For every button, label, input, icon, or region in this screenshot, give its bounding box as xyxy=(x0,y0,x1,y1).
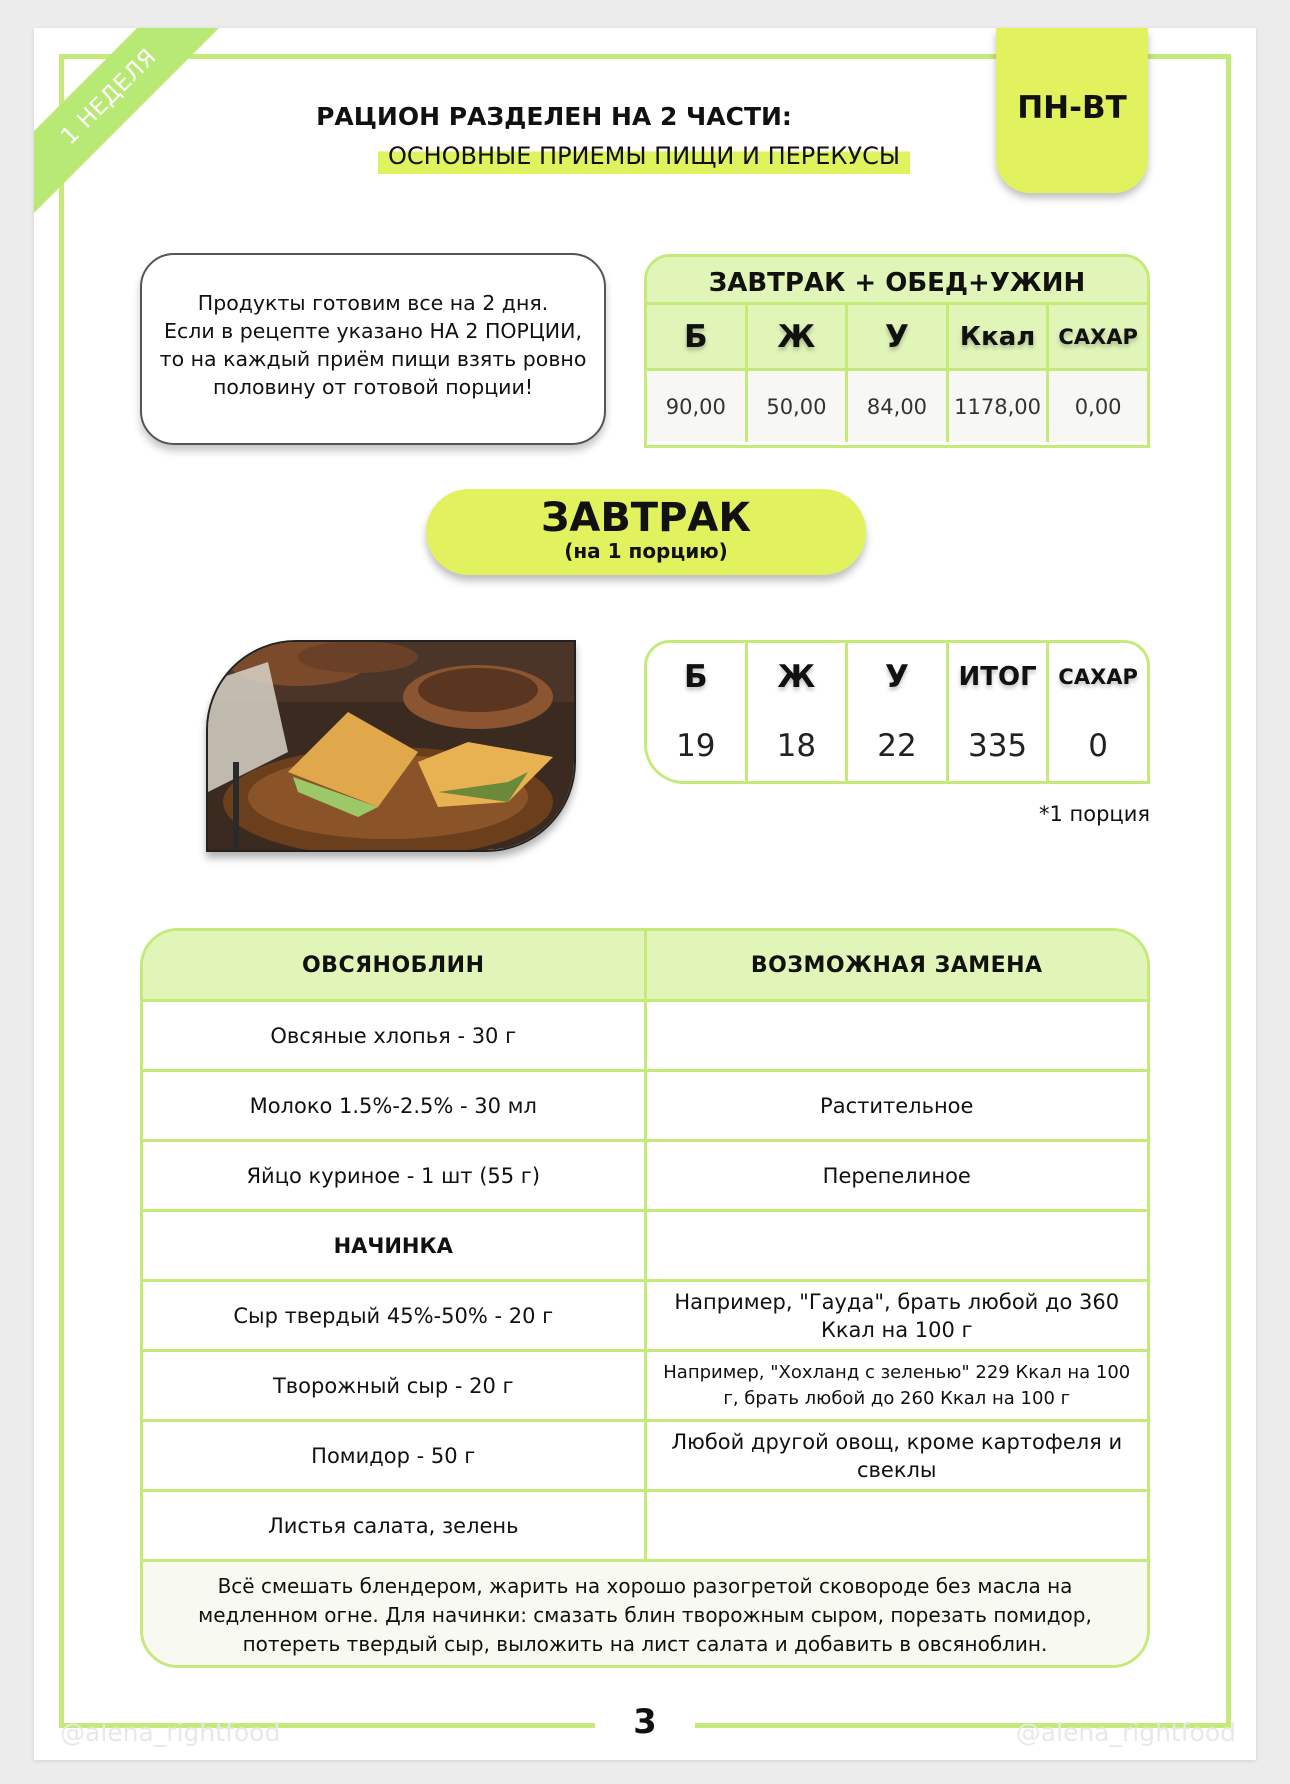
header-cell: Ккал xyxy=(949,305,1050,368)
value-cell: 90,00 xyxy=(647,371,748,442)
daily-totals-title: ЗАВТРАК + ОБЕД+УЖИН xyxy=(647,257,1147,305)
page-title: РАЦИОН РАЗДЕЛЕН НА 2 ЧАСТИ: xyxy=(316,102,792,131)
table-row xyxy=(143,1422,1147,1492)
dish-photo-illustration xyxy=(208,642,576,852)
page xyxy=(34,28,1256,1760)
meal-subtitle: (на 1 порцию) xyxy=(564,539,728,563)
ingredient-cell: Листья салата, зелень xyxy=(143,1492,647,1559)
note-line: Продукты готовим все на 2 дня. xyxy=(197,291,549,315)
header-cell: Б xyxy=(647,305,748,368)
replacement-header: ВОЗМОЖНАЯ ЗАМЕНА xyxy=(750,952,1043,978)
note-line: то на каждый приём пищи взять ровно xyxy=(159,347,587,371)
replacement-cell xyxy=(647,1212,1148,1279)
header-cell: САХАР xyxy=(1058,664,1138,689)
header-cell: У xyxy=(848,305,949,368)
header-cell: Ж xyxy=(748,305,849,368)
value-cell: 22 xyxy=(848,710,949,781)
header-cell: ИТОГ xyxy=(949,643,1050,710)
replacement-cell xyxy=(647,1492,1148,1559)
recipe-name: ОВСЯНОБЛИН xyxy=(143,931,647,999)
meal-title: ЗАВТРАК xyxy=(540,495,752,541)
ingredient-cell: Овсяные хлопья - 30 г xyxy=(143,1002,647,1069)
value-cell: 0,00 xyxy=(1074,394,1122,419)
value-cell: 1178,00 xyxy=(949,371,1050,442)
replacement-cell: Например, "Гауда", брать любой до 360 Ккал на 100 г xyxy=(674,1289,1120,1342)
week-label: 1 НЕДЕЛЯ xyxy=(56,44,162,150)
day-tab xyxy=(996,28,1148,193)
table-row xyxy=(143,1142,1147,1212)
ingredient-cell: Сыр твердый 45%-50% - 20 г xyxy=(143,1282,647,1349)
value-cell: 19 xyxy=(647,710,748,781)
daily-totals-table xyxy=(644,254,1150,448)
page-number: 3 xyxy=(595,1702,695,1742)
meal-title-pill xyxy=(426,489,866,575)
meal-nutrition-table xyxy=(644,640,1150,784)
portion-note: *1 порция xyxy=(1038,802,1150,826)
daily-totals-value-row xyxy=(647,371,1147,442)
watermark-left: @alena_rightfood xyxy=(60,1718,281,1747)
meal-nutrition-header-row xyxy=(647,643,1147,710)
header-cell: Ж xyxy=(748,643,849,710)
ingredient-cell: Молоко 1.5%-2.5% - 30 мл xyxy=(143,1072,647,1139)
filling-heading: НАЧИНКА xyxy=(143,1212,647,1279)
replacement-cell: Любой другой овощ, кроме картофеля и свеклы xyxy=(671,1429,1123,1482)
note-box xyxy=(140,253,606,445)
header-cell: У xyxy=(848,643,949,710)
ingredient-cell: Творожный сыр - 20 г xyxy=(143,1352,647,1419)
table-row xyxy=(143,1212,1147,1282)
value-cell: 0 xyxy=(1088,727,1109,764)
table-row xyxy=(143,1352,1147,1422)
dish-photo xyxy=(206,640,576,852)
replacement-cell: Растительное xyxy=(820,1093,974,1118)
recipe-table xyxy=(140,928,1150,1668)
table-row xyxy=(143,1282,1147,1352)
recipe-method: Всё смешать блендером, жарить на хорошо разогретой сковороде без масла на медленном огне. Для начинки: смазать блин творожным сыром, порезать помидор, потереть твердый сыр, выложить на лист салата и добавить в овсяноблин. xyxy=(143,1562,1147,1666)
value-cell: 18 xyxy=(748,710,849,781)
meal-nutrition-value-row xyxy=(647,710,1147,781)
replacement-cell: Перепелиное xyxy=(822,1163,971,1188)
replacement-cell: Например, "Хохланд с зеленью" 229 Ккал на 100 г, брать любой до 260 Ккал на 100 г xyxy=(663,1361,1131,1409)
table-row xyxy=(143,1072,1147,1142)
replacement-cell xyxy=(647,1002,1148,1069)
note-line: Если в рецепте указано НА 2 ПОРЦИИ, xyxy=(164,319,582,343)
table-row xyxy=(143,1492,1147,1562)
page-subtitle: ОСНОВНЫЕ ПРИЕМЫ ПИЩИ И ПЕРЕКУСЫ xyxy=(378,138,910,174)
value-cell: 84,00 xyxy=(848,371,949,442)
value-cell: 335 xyxy=(949,710,1050,781)
value-cell: 50,00 xyxy=(748,371,849,442)
ingredient-cell: Помидор - 50 г xyxy=(143,1422,647,1489)
recipe-header-row xyxy=(143,931,1147,1002)
daily-totals-header-row xyxy=(647,305,1147,371)
day-tab-label: ПН-ВТ xyxy=(1017,90,1127,126)
ingredient-cell: Яйцо куриное - 1 шт (55 г) xyxy=(143,1142,647,1209)
header-cell: Б xyxy=(647,643,748,710)
table-row xyxy=(143,1002,1147,1072)
watermark-right: @alena_rightfood xyxy=(1015,1718,1236,1747)
header-cell: САХАР xyxy=(1058,324,1138,349)
note-line: половину от готовой порции! xyxy=(212,375,534,399)
